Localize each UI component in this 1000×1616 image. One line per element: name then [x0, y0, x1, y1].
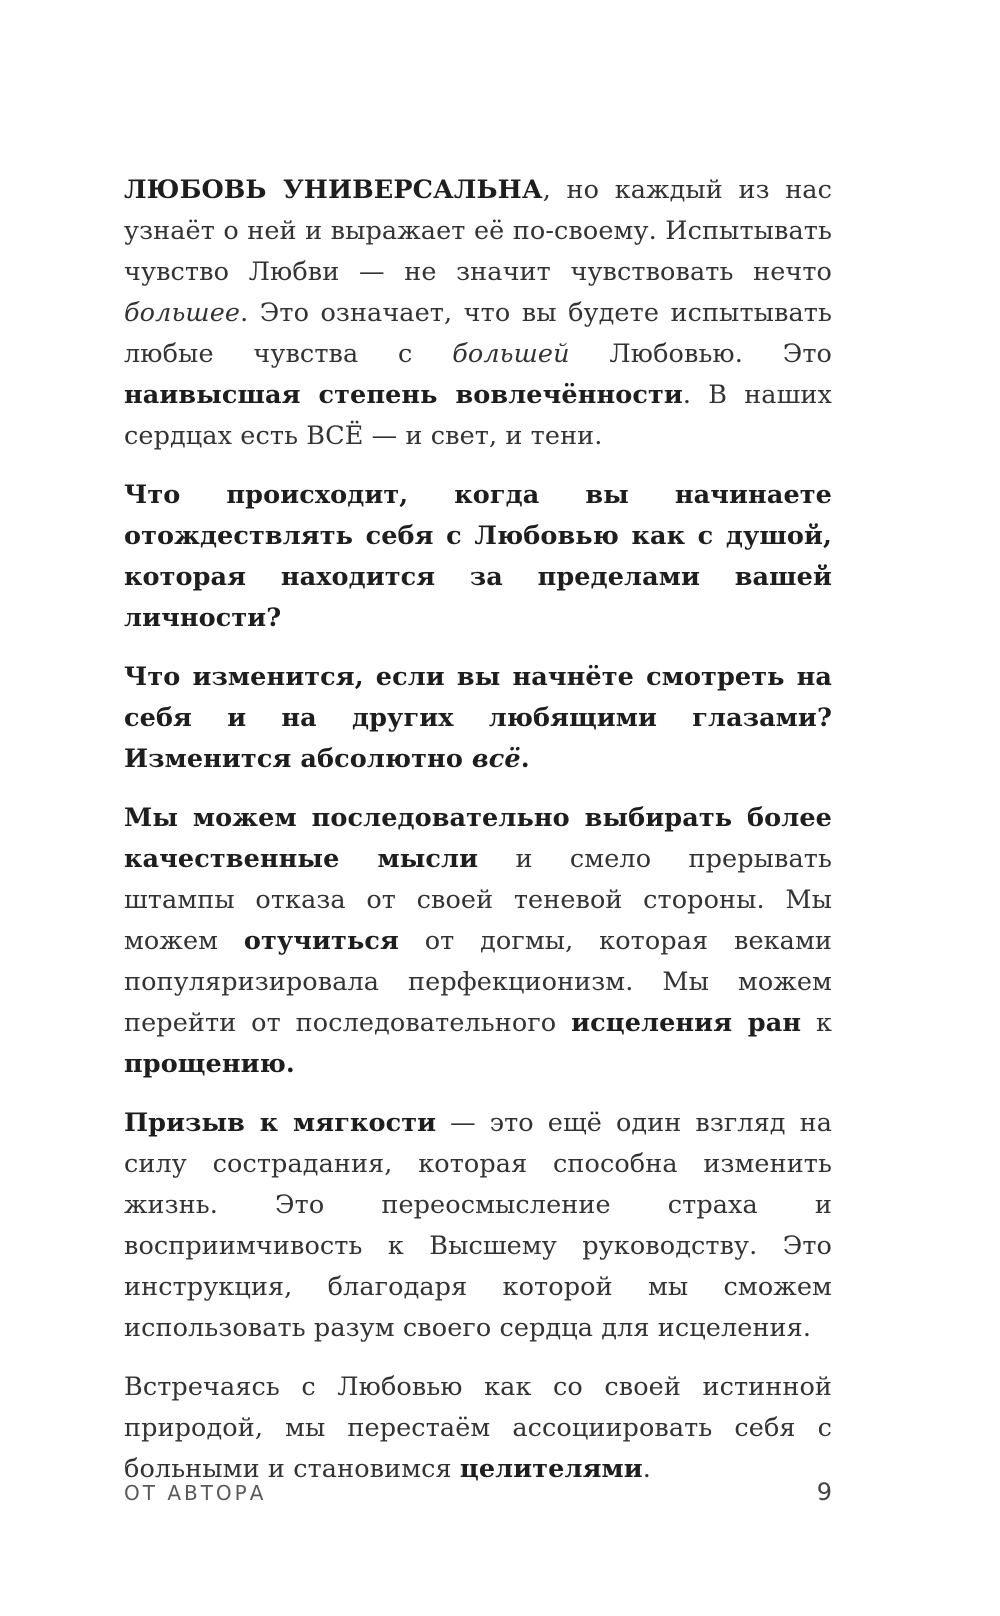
bold-run: ЛЮБОВЬ УНИВЕРСАЛЬНА — [124, 175, 543, 205]
italic-run: большее — [124, 298, 241, 328]
bold-run: Что происходит, когда вы начинаете отождествлять себя с Любовью как с душой, которая находится за пределами вашей личности? — [124, 480, 832, 633]
text-run: , но каждый из нас узнаёт о ней и выражает её по-своему. Испытывать чувство Любви — не значит чувствовать нечто — [124, 175, 832, 287]
text-run: и смело прерывать штампы отказа от своей теневой стороны. Мы можем — [124, 844, 832, 956]
bold-run: Призыв к мягкости — [124, 1108, 437, 1138]
bold-run: прощению. — [124, 1049, 295, 1079]
running-head: ОТ АВТОРА — [124, 1481, 267, 1505]
bold-run: Что изменится, если вы начнёте смотреть на себя и на других любящими глазами? Изменится абсолютно — [124, 662, 832, 774]
paragraph — [124, 657, 832, 780]
page-footer — [124, 1478, 832, 1506]
bold-run: целителями — [459, 1454, 643, 1484]
paragraph — [124, 798, 832, 1085]
italic-run: большей — [452, 339, 570, 369]
text-run: . В наших сердцах есть ВСЁ — и свет, и тени. — [124, 380, 832, 451]
bold-run: отучиться — [243, 926, 399, 956]
paragraph — [124, 1103, 832, 1349]
text-run: — это ещё один взгляд на силу сострадания, которая способна изменить жизнь. Это переосмысление страха и восприимчивость к Высшему руководству. Это инструкция, благодаря которой мы сможем использовать разум своего сердца для исцеления. — [124, 1108, 833, 1343]
text-run: к — [801, 1008, 832, 1038]
page-number: 9 — [816, 1478, 832, 1506]
bold-run: наивысшая степень вовлечённости — [124, 380, 683, 410]
bold-italic-run: всё — [471, 744, 521, 774]
paragraph — [124, 1367, 832, 1490]
bold-run: исцеления ран — [571, 1008, 802, 1038]
text-run: . Это означает, что вы будете испытывать любые чувства с — [124, 298, 832, 369]
text-run: от догмы, которая веками популяризировала перфекционизм. Мы можем перейти от последовательного — [124, 926, 832, 1038]
paragraph — [124, 170, 832, 457]
bold-run: Мы можем последовательно выбирать более качественные мысли — [124, 803, 832, 874]
text-run: Любовью. Это — [569, 339, 832, 369]
text-run: . — [642, 1454, 652, 1484]
text-run: Встречаясь с Любовью как со своей истинной природой, мы перестаём ассоциировать себя с больными и становимся — [124, 1372, 832, 1484]
paragraph — [124, 475, 832, 639]
bold-run: . — [520, 744, 530, 774]
body-text — [124, 170, 832, 1508]
